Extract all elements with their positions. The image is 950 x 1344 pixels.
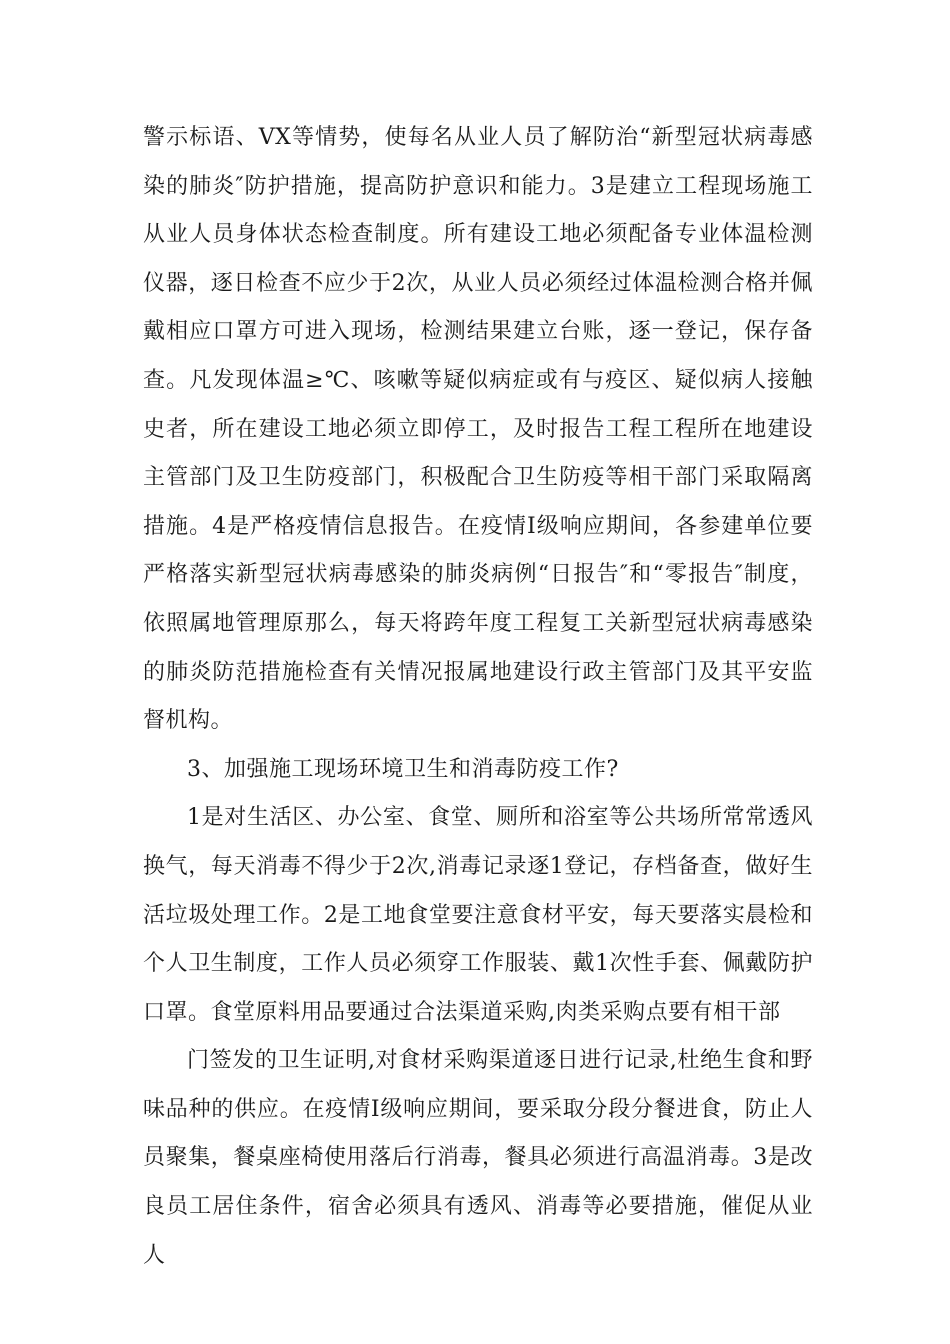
paragraph: 1是对生活区、办公室、食堂、厕所和浴室等公共场所常常透风换气，每天消毒不得少于2次,消毒记录逐1登记，存档备查，做好生活垃圾处理工作。2是工地食堂要注意食材平安，每天要落实晨检和个人卫生制度，工作人员必须穿工作服装、戴1次性手套、佩戴防护口罩。食堂原料用品要通过合法渠道采购,肉类采购点要有相干部 [143,805,813,1025]
section-heading: 3、加强施工现场环境卫生和消毒防疫工作? [187,756,619,782]
document-body [143,114,813,1280]
paragraph: 门签发的卫生证明,对食材采购渠道逐日进行记录,杜绝生食和野味品种的供应。在疫情Ⅰ级响应期间，要采取分段分餐进食，防止人员聚集，餐桌座椅使用落后行消毒，餐具必须进行高温消毒。3是改良员工居住条件，宿舍必须具有透风、消毒等必要措施，催促从业人 [143,1048,813,1268]
paragraph-continued: 警示标语、VX等情势，使每名从业人员了解防治“新型冠状病毒感染的肺炎″防护措施，提高防护意识和能力。3是建立工程现场施工从业人员身体状态检查制度。所有建设工地必须配备专业体温检测仪器，逐日检查不应少于2次，从业人员必须经过体温检测合格并佩戴相应口罩方可进入现场，检测结果建立台账，逐一登记，保存备查。凡发现体温≥℃、咳嗽等疑似病症或有与疫区、疑似病人接触史者，所在建设工地必须立即停工，及时报告工程工程所在地建设主管部门及卫生防疫部门，积极配合卫生防疫等相干部门采取隔离措施。4是严格疫情信息报告。在疫情Ⅰ级响应期间，各参建单位要严格落实新型冠状病毒感染的肺炎病例“日报告″和“零报告″制度，依照属地管理原那么，每天将跨年度工程复工关新型冠状病毒感染的肺炎防范措施检查有关情况报属地建设行政主管部门及其平安监督机构。 [143,125,813,734]
